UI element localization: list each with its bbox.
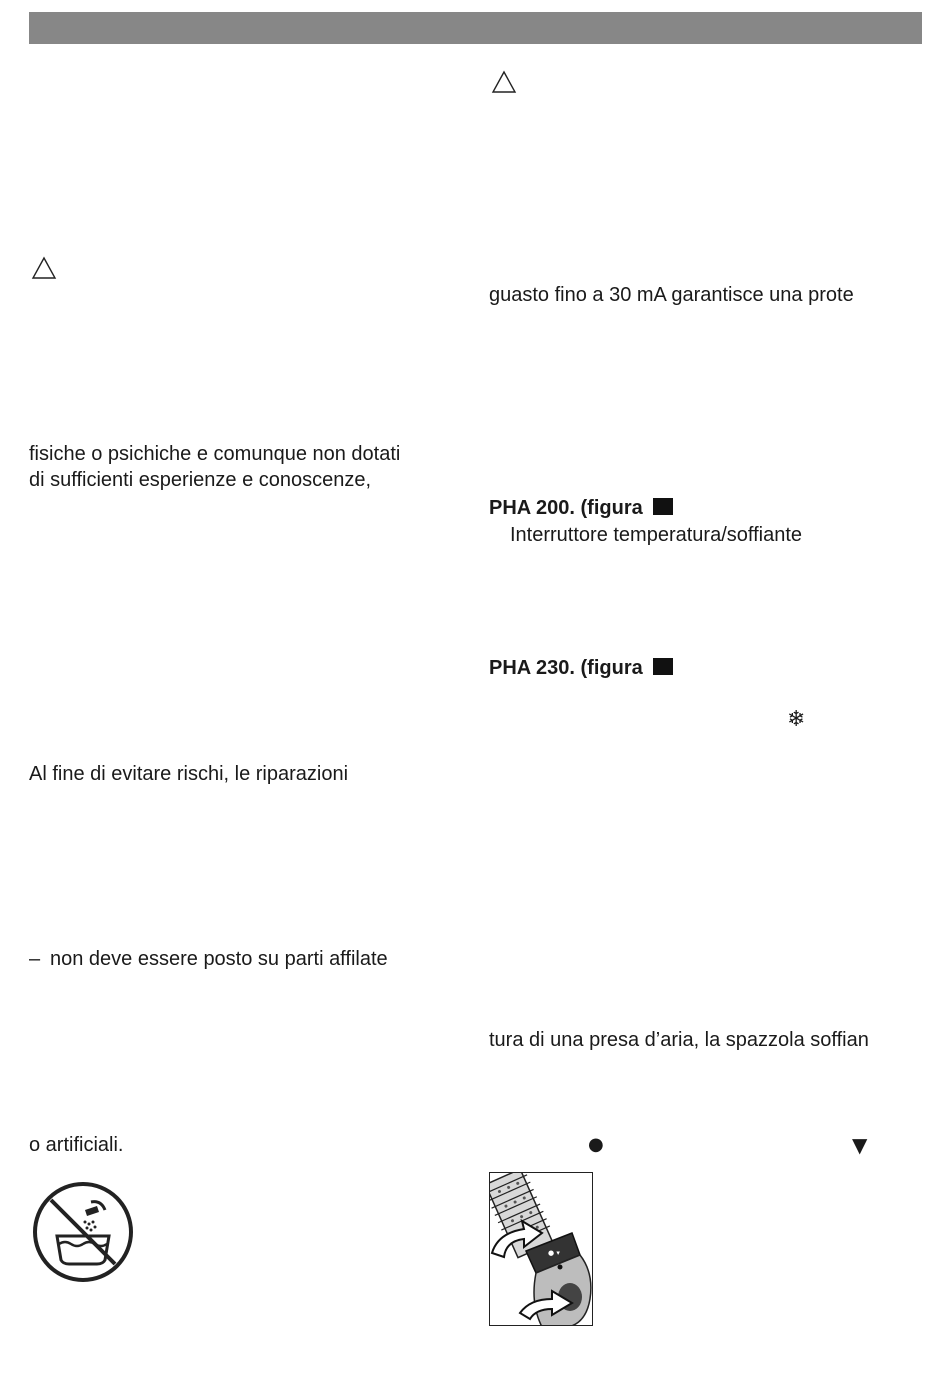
dot-icon: ●: [588, 1134, 604, 1155]
text-line-physical: fisiche o psichiche e comunque non dotati: [29, 443, 401, 465]
snowflake-icon: ❄: [787, 707, 806, 732]
text-line-artificial: o artificiali.: [29, 1134, 124, 1156]
warning-triangle-icon: [31, 256, 57, 280]
text-line-experience: di sufficienti esperienze e conoscenze,: [29, 469, 372, 491]
down-triangle-icon: ▼: [852, 1133, 868, 1157]
list-dash: –: [29, 948, 41, 970]
text-line-switch: Interruttore temperatura/soffiante: [510, 524, 803, 546]
heading-pha230: [489, 655, 673, 681]
brush-figure-svg: [490, 1173, 593, 1326]
heading-pha230-label: PHA 230. (figura: [489, 657, 643, 679]
no-bathtub-icon: [31, 1180, 135, 1284]
warning-triangle-icon: [491, 70, 517, 94]
heading-pha200: [489, 495, 673, 521]
heading-pha200-label: PHA 200. (figura: [489, 497, 643, 519]
text-line-repairs: Al fine di evitare rischi, le riparazioni: [29, 763, 349, 785]
figure-square-icon: [653, 498, 673, 515]
text-line-sharp-parts: non deve essere posto su parti affilate: [50, 948, 388, 970]
figure-square-icon: [653, 658, 673, 675]
svg-text:● ▾: ● ▾: [548, 1249, 560, 1257]
header-bar: [29, 12, 922, 44]
brush-illustration: [489, 1172, 593, 1326]
text-line-rcd: guasto fino a 30 mA garantisce una prote: [489, 284, 854, 306]
text-line-air-intake: tura di una presa d’aria, la spazzola soffian: [489, 1029, 869, 1051]
